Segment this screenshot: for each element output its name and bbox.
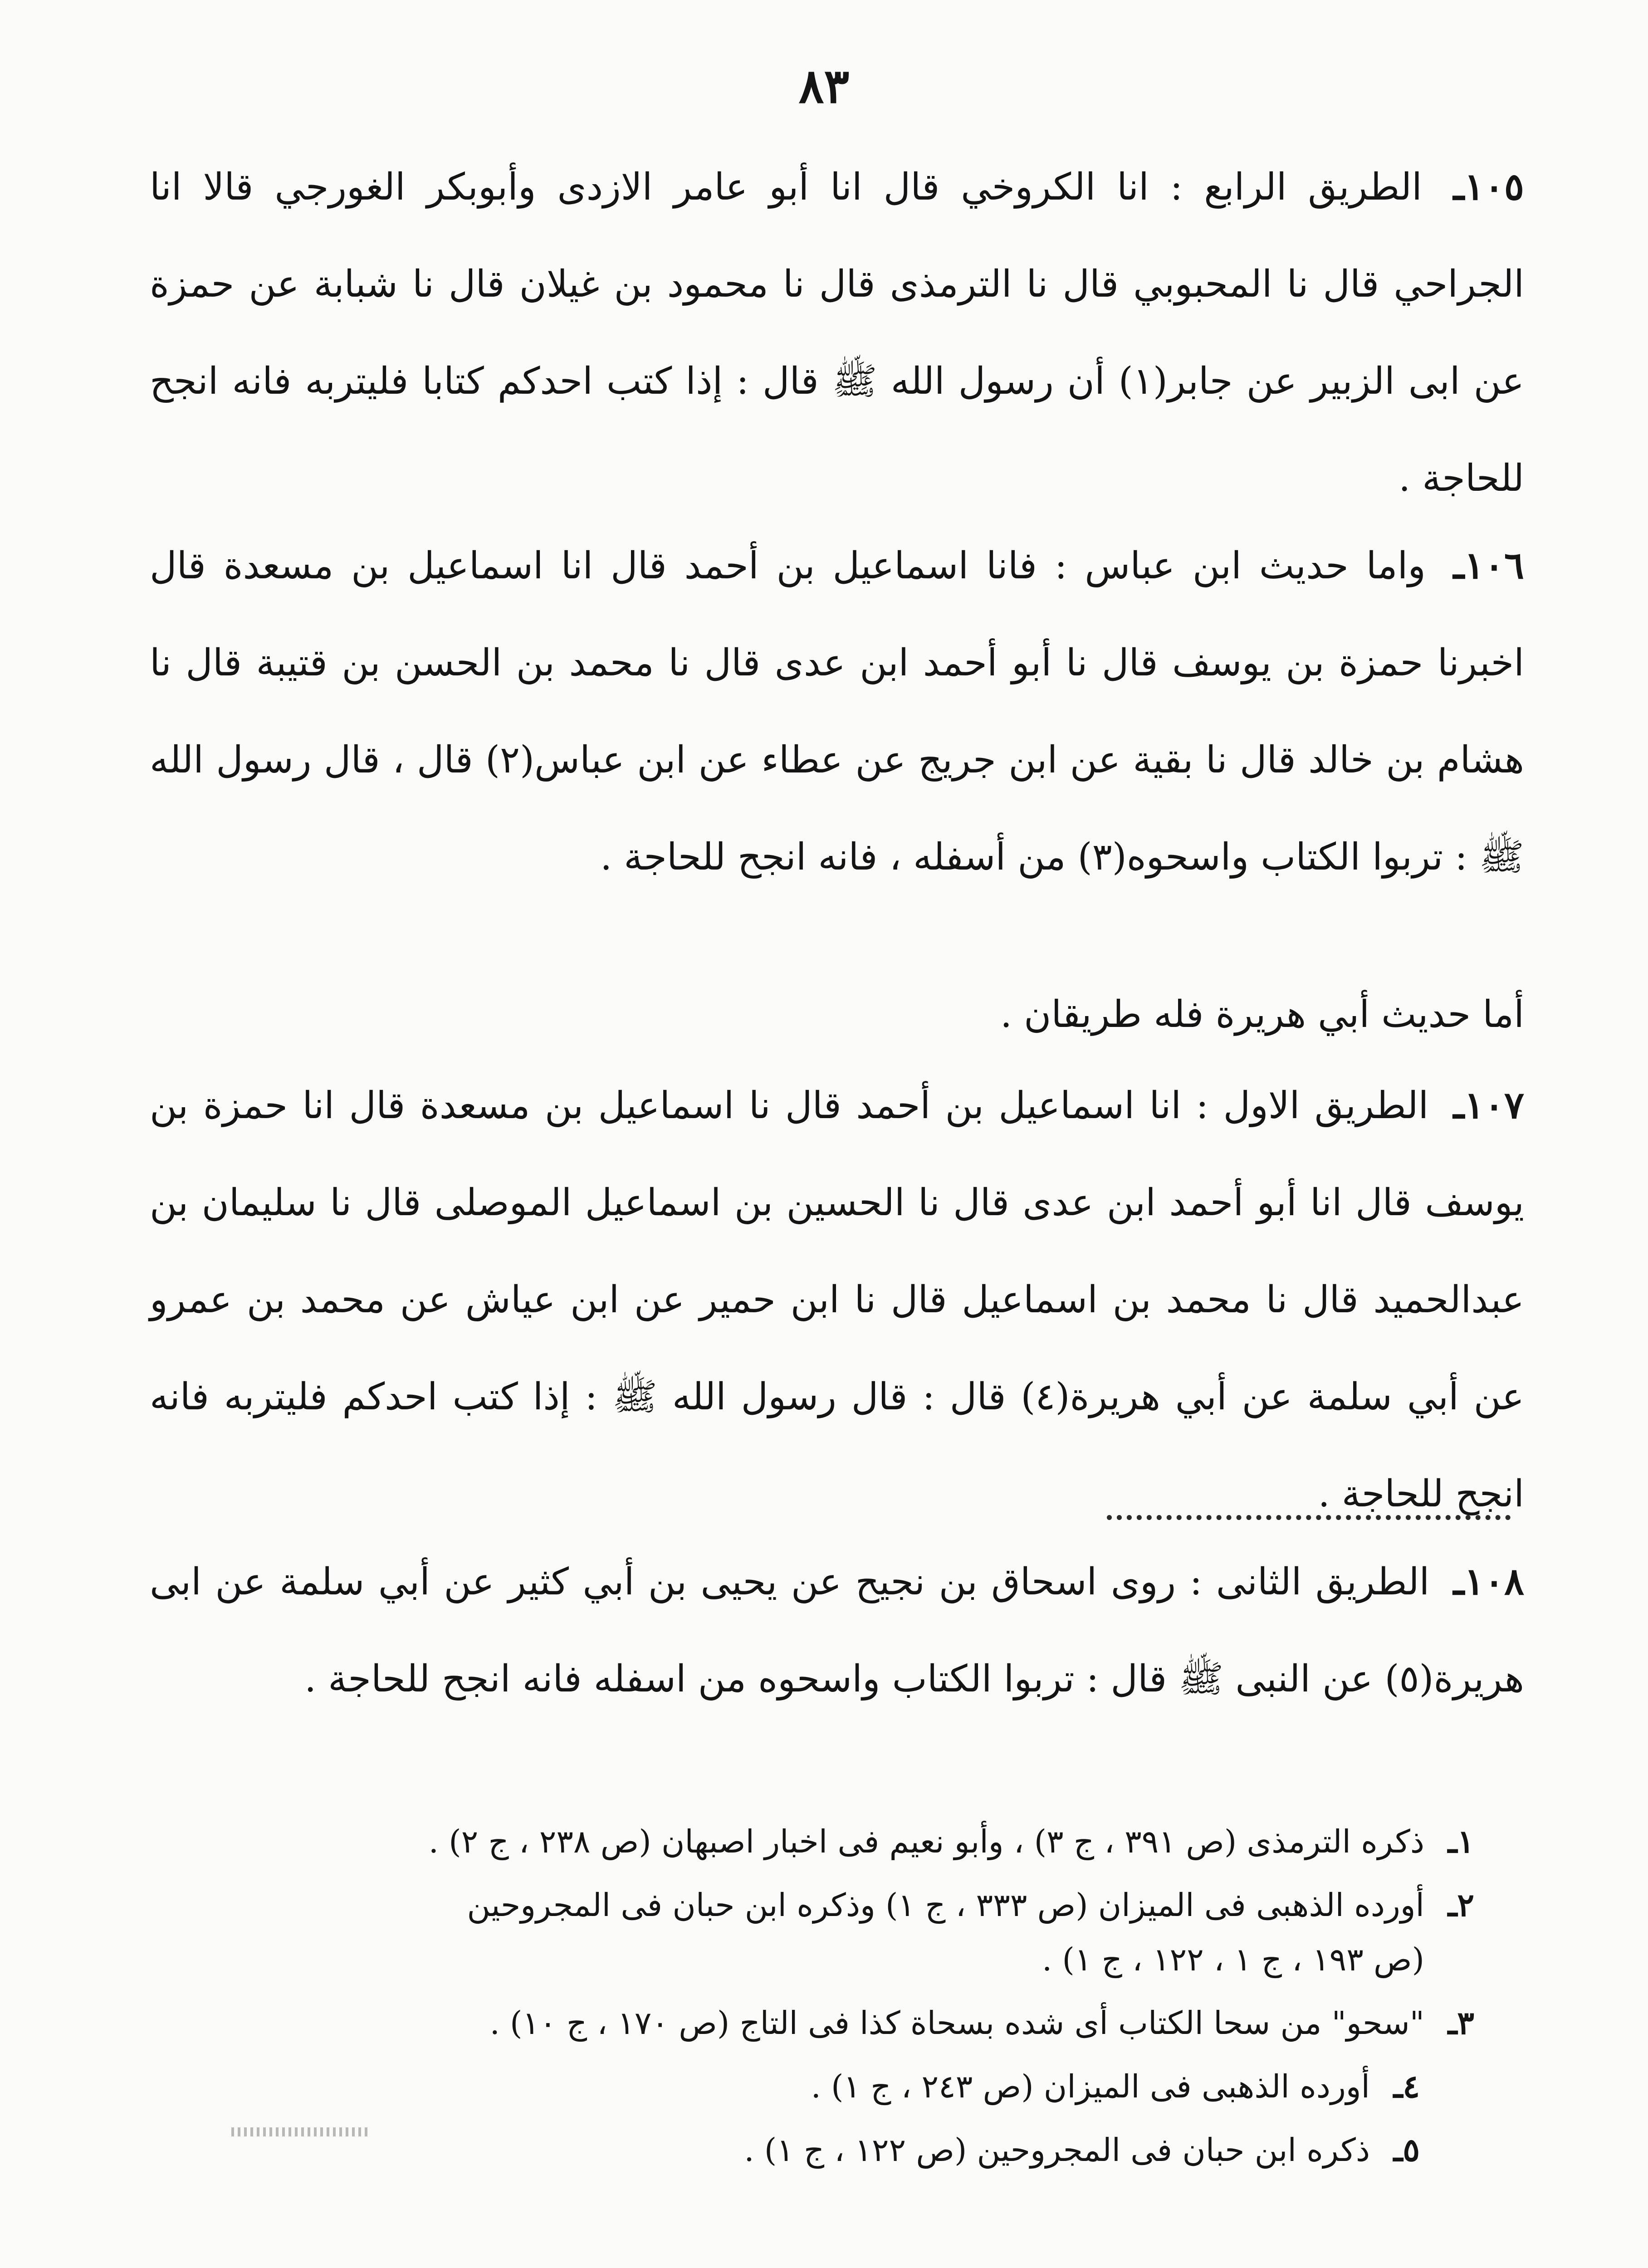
paragraph-number: ١٠٥ـ bbox=[1453, 165, 1524, 209]
paragraph-text: الطريق الرابع : انا الكروخي قال انا أبو عامر الازدى وأبوبكر الغورجي قالا انا الجراحي قال نا المحبوبي قال نا الترمذى قال نا محمود بن غيلان قال نا شبابة عن حمزة عن ابى الزبير عن جابر(١) أن رسول الله ﷺ قال : إذا كتب احدكم كتابا فليتربه فانه انجح للحاجة . bbox=[150, 166, 1524, 500]
footnote-text bbox=[150, 1814, 1424, 1869]
paragraph-text: الطريق الثانى : روى اسحاق بن نجيح عن يحيى بن أبي كثير عن أبي سلمة عن ابى هريرة(٥) عن النبى ﷺ قال : تربوا الكتاب واسحوه من اسفله فانه انجح للحاجة . bbox=[150, 1560, 1524, 1701]
paragraph-105 bbox=[150, 138, 1524, 526]
footnote-text bbox=[150, 1996, 1424, 2050]
footnote-line: "سحو" من سحا الكتاب أى شده بسحاة كذا فى التاج (ص ١٧٠ ، ج ١٠) . bbox=[489, 2004, 1424, 2042]
footnote-divider bbox=[1107, 1515, 1511, 1520]
paragraph-number: ١٠٦ـ bbox=[1453, 544, 1524, 587]
footnote-text bbox=[150, 1878, 1424, 1987]
footnote-text bbox=[150, 2059, 1370, 2114]
footnote-marker: ١ـ bbox=[1448, 1823, 1474, 1860]
footnote-1 bbox=[150, 1814, 1474, 1869]
footnote-2 bbox=[150, 1878, 1474, 1987]
paragraph-106 bbox=[150, 517, 1524, 984]
footnote-line: ذكره الترمذى (ص ٣٩١ ، ج ٣) ، وأبو نعيم فى اخبار اصبهان (ص ٢٣٨ ، ج ٢) . bbox=[428, 1823, 1424, 1860]
scan-noise bbox=[231, 2127, 367, 2136]
footnote-line: أورده الذهبى فى الميزان (ص ٣٣٣ ، ج ١) وذكره ابن حبان فى المجروحين bbox=[467, 1887, 1424, 1924]
footnote-line: أورده الذهبى فى الميزان (ص ٢٤٣ ، ج ١) . bbox=[811, 2068, 1370, 2105]
paragraph-text: واما حديث ابن عباس : فانا اسماعيل بن أحمد قال انا اسماعيل بن مسعدة قال اخبرنا حمزة بن يوسف قال نا أبو أحمد ابن عدى قال نا محمد بن الحسن بن قتيبة قال نا هشام بن خالد قال نا بقية عن ابن جريج عن عطاء عن ابن عباس(٢) قال ، قال رسول الله ﷺ : تربوا الكتاب واسحوه(٣) من أسفله ، فانه انجح للحاجة . bbox=[150, 544, 1524, 879]
paragraph-text: الطريق الاول : انا اسماعيل بن أحمد قال نا اسماعيل بن مسعدة قال انا حمزة بن يوسف قال انا أبو أحمد ابن عدى قال نا الحسين بن اسماعيل الموصلى قال نا سليمان بن عبدالحميد قال نا محمد بن اسماعيل قال نا ابن حمير عن ابن عياش عن محمد بن عمرو عن أبي سلمة عن أبي هريرة(٤) قال : قال رسول الله ﷺ : إذا كتب احدكم فليتربه فانه انجح للحاجة . bbox=[150, 1084, 1524, 1515]
footnote-marker: ٣ـ bbox=[1448, 2004, 1474, 2042]
footnote-4 bbox=[150, 2059, 1474, 2114]
footnote-line: ذكره ابن حبان فى المجروحين (ص ١٢٢ ، ج ١) . bbox=[744, 2131, 1370, 2169]
footnote-marker: ٥ـ bbox=[1393, 2131, 1420, 2169]
heading-text: أما حديث أبي هريرة فله طريقان . bbox=[1000, 993, 1524, 1036]
page-number: ٨٣ bbox=[798, 58, 850, 114]
footnote-marker: ٤ـ bbox=[1393, 2068, 1420, 2105]
section-heading-abu-hurayra bbox=[150, 966, 1648, 1057]
footnote-line: (ص ١٩٣ ، ج ١ ، ١٢٢ ، ج ١) . bbox=[1042, 1941, 1424, 1978]
footnote-3 bbox=[150, 1996, 1474, 2050]
paragraph-number: ١٠٨ـ bbox=[1453, 1560, 1524, 1603]
paragraph-107 bbox=[150, 1057, 1524, 1529]
paragraph-number: ١٠٧ـ bbox=[1453, 1084, 1524, 1127]
footnote-marker: ٢ـ bbox=[1448, 1886, 1474, 1924]
